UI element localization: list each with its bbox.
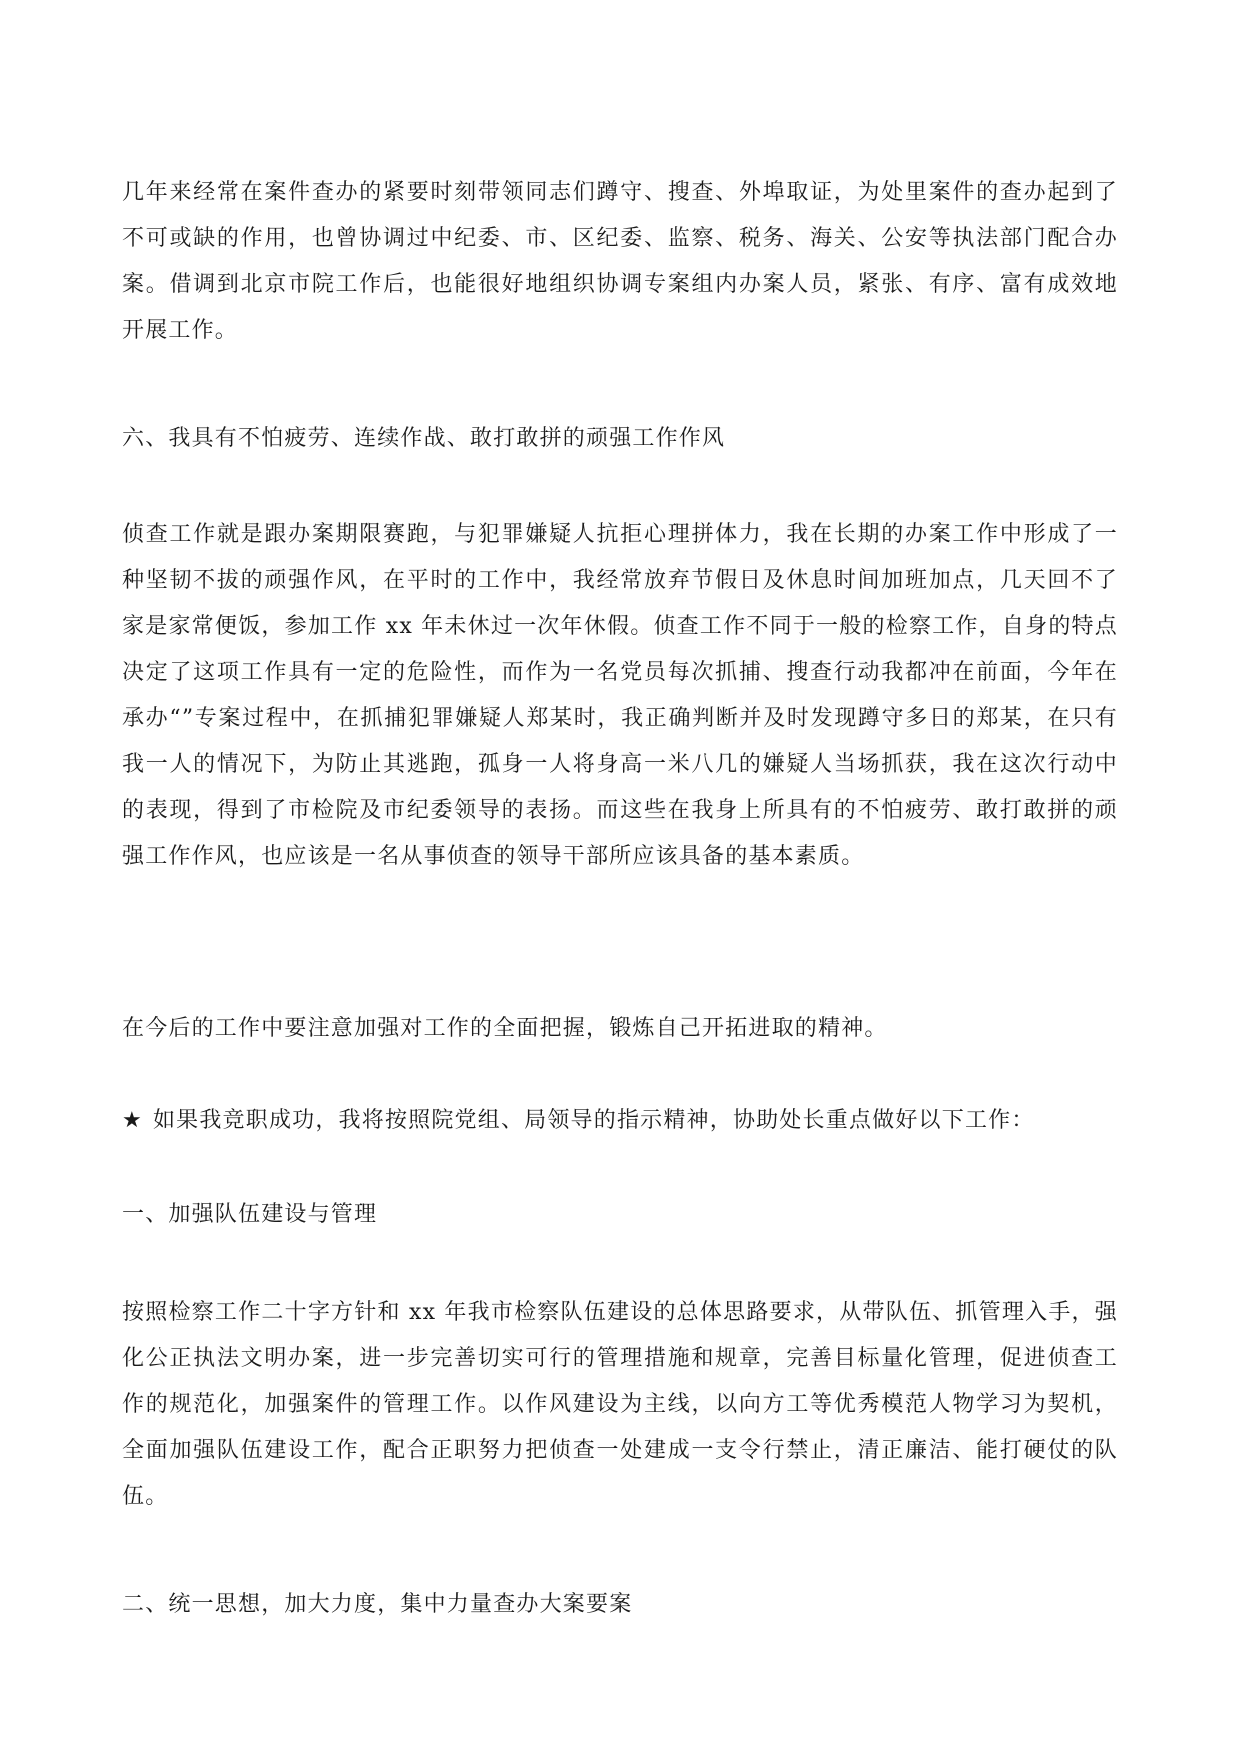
star-icon: ★ — [122, 1108, 143, 1133]
section-heading-two: 二、统一思想，加大力度，集中力量查办大案要案 — [122, 1592, 633, 1617]
star-statement — [122, 1098, 1118, 1144]
paragraph-case-coordination: 几年来经常在案件查办的紧要时刻带领同志们蹲守、搜查、外埠取证，为处里案件的查办起到了不可或缺的作用，也曾协调过中纪委、市、区纪委、监察、税务、海关、公安等执法部门配合办案。借调到北京市院工作后，也能很好地组织协调专案组内办案人员，紧张、有序、富有成效地开展工作。 — [122, 180, 1118, 343]
paragraph-team-building: 按照检察工作二十字方针和 xx 年我市检察队伍建设的总体思路要求，从带队伍、抓管理入手，强化公正执法文明办案，进一步完善切实可行的管理措施和规章，完善目标量化管理，促进侦查工作的规范化，加强案件的管理工作。以作风建设为主线，以向方工等优秀模范人物学习为契机，全面加强队伍建设工作，配合正职努力把侦查一处建成一支令行禁止，清正廉洁、能打硬仗的队伍。 — [122, 1300, 1118, 1509]
paragraph-future-work: 在今后的工作中要注意加强对工作的全面把握，锻炼自己开拓进取的精神。 — [122, 1016, 888, 1041]
star-statement-text: 如果我竞职成功，我将按照院党组、局领导的指示精神，协助处长重点做好以下工作： — [152, 1108, 1035, 1133]
section-heading-one: 一、加强队伍建设与管理 — [122, 1202, 378, 1227]
paragraph-work-style: 侦查工作就是跟办案期限赛跑，与犯罪嫌疑人抗拒心理拼体力，我在长期的办案工作中形成了一种坚韧不拔的顽强作风，在平时的工作中，我经常放弃节假日及休息时间加班加点，几天回不了家是家常便饭，参加工作 xx 年未休过一次年休假。侦查工作不同于一般的检察工作，自身的特点决定了这项工作具有一定的危险性，而作为一名党员每次抓捕、搜查行动我都冲在前面，今年在承办“”专案过程中，在抓捕犯罪嫌疑人郑某时，我正确判断并及时发现蹲守多日的郑某，在只有我一人的情况下，为防止其逃跑，孤身一人将身高一米八几的嫌疑人当场抓获，我在这次行动中的表现，得到了市检院及市纪委领导的表扬。而这些在我身上所具有的不怕疲劳、敢打敢拼的顽强工作作风，也应该是一名从事侦查的领导干部所应该具备的基本素质。 — [122, 522, 1118, 869]
section-heading-six: 六、我具有不怕疲劳、连续作战、敢打敢拼的顽强工作作风 — [122, 426, 726, 451]
